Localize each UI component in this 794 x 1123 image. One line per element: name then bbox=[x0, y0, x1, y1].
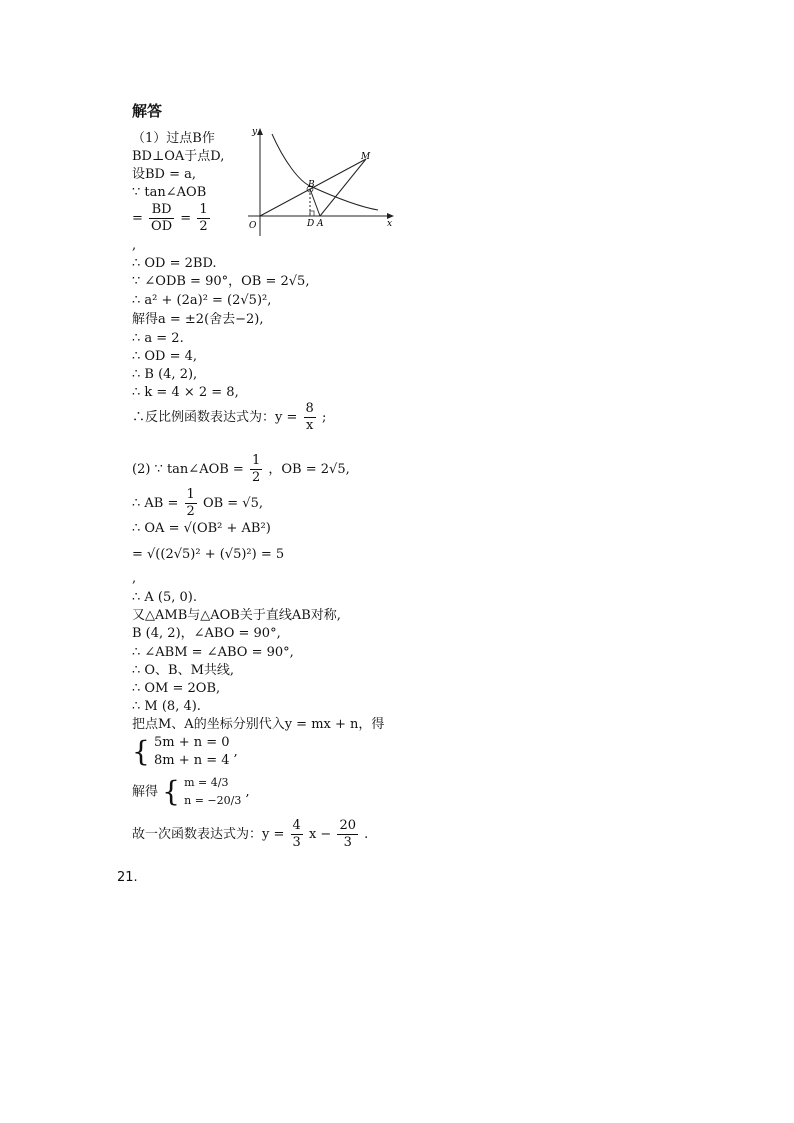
fraction-one-half bbox=[250, 453, 262, 486]
p1-line6: , bbox=[132, 238, 137, 253]
p1-line13: ∴ B (4, 2), bbox=[132, 367, 198, 382]
p1-line11: ∴ a = 2. bbox=[132, 331, 184, 346]
p1-line7: ∴ OD = 2BD. bbox=[132, 256, 217, 271]
frac-den: 3 bbox=[292, 835, 301, 850]
solution-heading: 解答 bbox=[132, 102, 163, 120]
p2-system bbox=[132, 734, 238, 770]
p1-line1: （1）过点B作 bbox=[132, 131, 215, 146]
fig-label-m: M bbox=[361, 152, 371, 162]
p1-line9: ∴ a² + (2a)² = (2√5)², bbox=[132, 293, 272, 308]
fig-label-y: y bbox=[252, 127, 258, 137]
frac-num: 8 bbox=[305, 401, 314, 416]
solution-n: n = −20/3 bbox=[184, 794, 242, 807]
solution-post: , bbox=[245, 784, 250, 800]
p2-l1-pre: (2) ∵ tan∠AOB = bbox=[132, 462, 244, 477]
p2-line12: ∴ M (8, 4). bbox=[132, 699, 201, 714]
fraction-20-3 bbox=[337, 818, 358, 851]
equation-system bbox=[154, 734, 230, 770]
p1-final-post: ; bbox=[321, 410, 327, 425]
p1-line12: ∴ OD = 4, bbox=[132, 349, 198, 364]
fraction-bd-od bbox=[149, 202, 174, 235]
frac-num: 20 bbox=[339, 818, 356, 833]
p2-l2-post: OB = √5, bbox=[202, 496, 263, 511]
frac-num: 1 bbox=[199, 202, 208, 217]
final-mid: x − bbox=[308, 827, 332, 842]
p1-final-pre: ∴反比例函数表达式为：y = bbox=[132, 410, 298, 425]
p1-line8: ∵ ∠ODB = 90°，OB = 2√5, bbox=[132, 274, 310, 289]
p2-line2 bbox=[132, 487, 263, 520]
frac-den: 2 bbox=[186, 504, 195, 519]
fraction-8-x bbox=[304, 401, 316, 434]
p1-line3: 设BD = a, bbox=[132, 167, 197, 182]
p1-line15 bbox=[132, 401, 326, 434]
frac-num: 1 bbox=[186, 487, 195, 502]
question-number: 21. bbox=[117, 870, 138, 885]
frac-num: BD bbox=[149, 202, 174, 219]
fig-label-o: O bbox=[249, 221, 257, 231]
p2-line8: B (4, 2)，∠ABO = 90°, bbox=[132, 626, 281, 641]
frac-den: 2 bbox=[251, 470, 261, 485]
p1-line14: ∴ k = 4 × 2 = 8, bbox=[132, 385, 239, 400]
frac-den: 2 bbox=[199, 219, 208, 234]
p2-final bbox=[132, 818, 368, 851]
p2-line3: ∴ OA = √(OB² + AB²) bbox=[132, 521, 271, 536]
p1-eq: = bbox=[132, 211, 143, 226]
fig-label-a: A bbox=[317, 219, 324, 229]
p1-eq2: = bbox=[180, 211, 192, 226]
p1-line10: 解得a = ±2(舍去−2), bbox=[132, 312, 264, 327]
p2-line9: ∴ ∠ABM = ∠ABO = 90°, bbox=[132, 645, 294, 660]
final-post: . bbox=[364, 827, 369, 842]
fraction-4-3 bbox=[291, 818, 303, 851]
frac-den: x bbox=[305, 418, 314, 433]
system-post: , bbox=[233, 744, 238, 760]
p2-line4: = √((2√5)² + (√5)²) = 5 bbox=[132, 547, 285, 562]
brace-icon: { bbox=[162, 775, 180, 808]
p2-line13: 把点M、A的坐标分别代入y = mx + n，得 bbox=[132, 717, 385, 732]
solution-pre: 解得 bbox=[132, 784, 159, 800]
solution-m: m = 4/3 bbox=[184, 776, 229, 789]
brace-icon: { bbox=[132, 735, 150, 768]
fig-label-x: x bbox=[387, 219, 393, 229]
p2-line7: 又△AMB与△AOB关于直线AB对称, bbox=[132, 608, 341, 623]
p2-l1-post: ，OB = 2√5, bbox=[268, 462, 350, 477]
p2-line1 bbox=[132, 453, 350, 486]
p1-line4: ∵ tan∠AOB bbox=[132, 185, 207, 200]
p1-line5 bbox=[132, 202, 212, 235]
equation-1: 5m + n = 0 bbox=[153, 735, 230, 750]
fig-label-b: B bbox=[308, 180, 315, 190]
equation-2: 8m + n = 4 bbox=[153, 753, 230, 768]
p2-solution bbox=[132, 774, 250, 810]
frac-den: 3 bbox=[343, 835, 352, 850]
final-pre: 故一次函数表达式为：y = bbox=[132, 827, 285, 842]
frac-den: OD bbox=[151, 219, 173, 234]
frac-num: 4 bbox=[292, 818, 301, 833]
frac-num: 1 bbox=[251, 453, 261, 468]
p1-line2: BD⊥OA于点D, bbox=[132, 149, 225, 164]
p2-line11: ∴ OM = 2OB, bbox=[132, 681, 221, 696]
p2-line6: ∴ A (5, 0). bbox=[132, 590, 198, 605]
solution-system bbox=[184, 774, 241, 810]
fraction-one-half bbox=[197, 202, 209, 235]
p2-line10: ∴ O、B、M共线, bbox=[132, 663, 235, 678]
p2-l2-pre: ∴ AB = bbox=[132, 496, 179, 511]
fig-label-d: D bbox=[307, 219, 315, 229]
p2-line5: , bbox=[132, 571, 137, 586]
coordinate-figure bbox=[244, 126, 396, 238]
fraction-one-half bbox=[185, 487, 197, 520]
